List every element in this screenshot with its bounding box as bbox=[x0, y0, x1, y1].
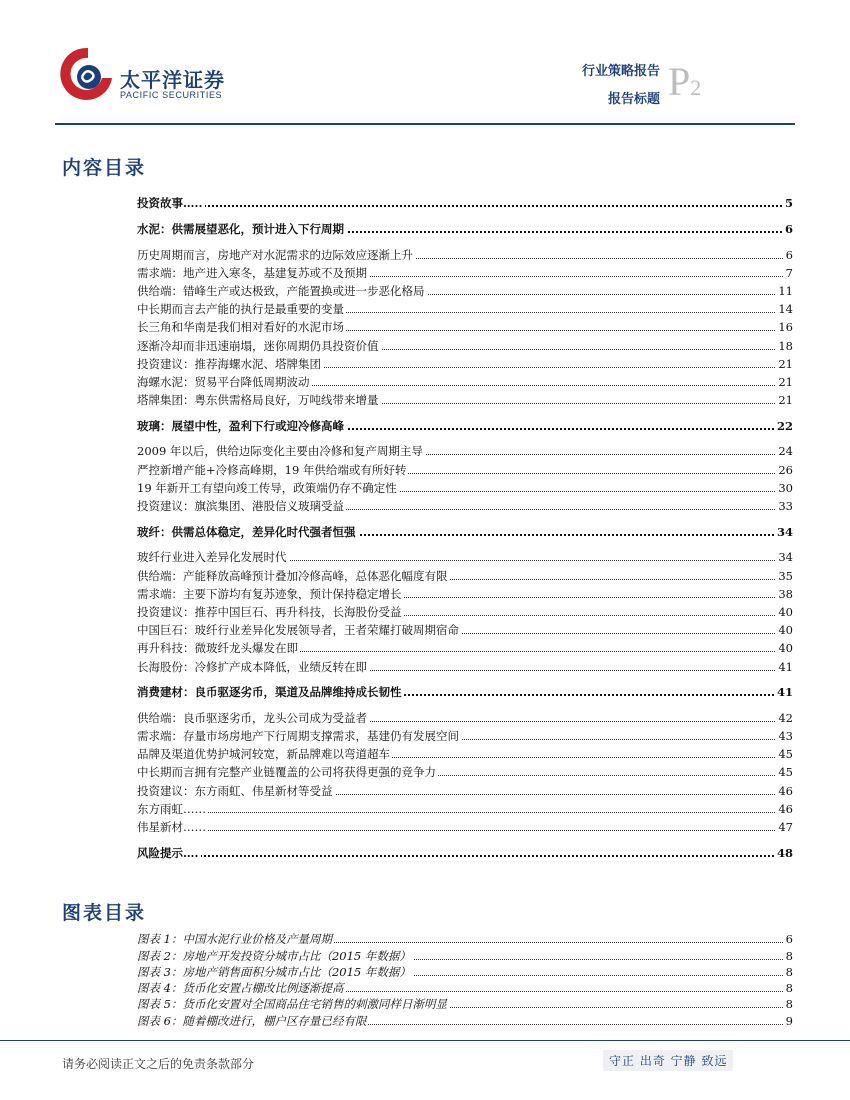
toc-item-title: 长海股份：冷修扩产成本降低，业绩反转在即 bbox=[137, 659, 367, 674]
toc-item-title: 需求端：存量市场房地产下行周期支撑需求，基建仍有发展空间 bbox=[137, 729, 459, 744]
toc-item-title: 玻纤行业进入差异化发展时代 bbox=[137, 550, 287, 565]
toc-section[interactable] bbox=[137, 522, 793, 540]
toc-item[interactable] bbox=[137, 620, 793, 638]
toc-item[interactable] bbox=[137, 602, 793, 620]
toc-item[interactable] bbox=[137, 565, 793, 583]
figure-item[interactable] bbox=[137, 930, 793, 946]
footer-divider bbox=[0, 1040, 850, 1041]
figure-list bbox=[137, 930, 793, 1028]
dot-leader bbox=[137, 855, 793, 857]
toc-item-page: 14 bbox=[778, 302, 793, 317]
toc-item-title: 供给端：错峰生产或达极致，产能置换或进一步恶化格局 bbox=[137, 283, 425, 298]
toc-item-title: 严控新增产能+冷修高峰期，19 年供给端或有所好转 bbox=[137, 462, 407, 477]
toc-item-page: 21 bbox=[778, 374, 793, 389]
figure-item-page: 8 bbox=[785, 997, 793, 1012]
figure-item[interactable] bbox=[137, 946, 793, 962]
toc-section[interactable] bbox=[137, 219, 793, 237]
figure-item-title: 图表 1：中国水泥行业价格及产量周期 bbox=[137, 932, 332, 947]
toc-item-title: 2009 年以后，供给边际变化主要由冷修和复产周期主导 bbox=[137, 444, 423, 459]
page-number bbox=[668, 59, 702, 104]
toc-item[interactable] bbox=[137, 244, 793, 262]
toc-item-page: 21 bbox=[778, 356, 793, 371]
toc-item[interactable] bbox=[137, 584, 793, 602]
toc-item-page: 40 bbox=[778, 641, 793, 656]
toc-section-title: 水泥：供需展望恶化，预计进入下行周期 bbox=[137, 221, 344, 236]
dot-leader bbox=[137, 205, 793, 207]
page-number-digit: 2 bbox=[690, 75, 702, 100]
figure-item-page: 8 bbox=[785, 964, 793, 979]
toc-section[interactable] bbox=[137, 682, 793, 700]
toc-item-page: 45 bbox=[778, 747, 793, 762]
toc-item-title: 历史周期而言，房地产对水泥需求的边际效应逐渐上升 bbox=[137, 247, 413, 262]
report-type: 行业策略报告 bbox=[581, 64, 660, 79]
figure-item-page: 9 bbox=[785, 1013, 793, 1028]
report-title: 报告标题 bbox=[607, 92, 660, 107]
figure-item-title: 图表 4：货币化安置占棚改比例逐渐提高 bbox=[137, 981, 344, 996]
toc-section[interactable] bbox=[137, 843, 793, 861]
toc-item[interactable] bbox=[137, 478, 793, 496]
toc-item-page: 43 bbox=[778, 729, 793, 744]
toc-item-title: 中长期而言拥有完整产业链覆盖的公司将获得更强的竞争力 bbox=[137, 765, 436, 780]
toc-item-page: 45 bbox=[778, 765, 793, 780]
company-logo bbox=[58, 44, 228, 104]
figures-heading: 图表目录 bbox=[62, 902, 147, 924]
page-letter: P bbox=[668, 59, 691, 104]
toc-section-page: 22 bbox=[776, 418, 793, 433]
toc-item[interactable] bbox=[137, 744, 793, 762]
footer-disclaimer: 请务必阅读正文之后的免责条款部分 bbox=[62, 1057, 255, 1071]
toc-section-title: 玻璃：展望中性，盈利下行或迎冷修高峰 bbox=[137, 418, 344, 433]
toc-item-page: 21 bbox=[778, 393, 793, 408]
dot-leader bbox=[137, 830, 793, 831]
figure-item-title: 图表 6：随着棚改进行，棚户区存量已经有限 bbox=[137, 1013, 367, 1028]
toc-item-title: 长三角和华南是我们相对看好的水泥市场 bbox=[137, 320, 344, 335]
toc-item[interactable] bbox=[137, 762, 793, 780]
toc-item[interactable] bbox=[137, 799, 793, 817]
figure-item-title: 图表 2：房地产开发投资分城市占比（2015 年数据） bbox=[137, 948, 411, 963]
toc-item-title: 19 年新开工有望向竣工传导，政策端仍存不确定性 bbox=[137, 480, 397, 495]
toc-item[interactable] bbox=[137, 354, 793, 372]
toc-section-title: 消费建材：良币驱逐劣币，渠道及品牌维持成长韧性 bbox=[137, 685, 402, 700]
toc-item[interactable] bbox=[137, 726, 793, 744]
toc-item[interactable] bbox=[137, 638, 793, 656]
toc-item-title: 东方雨虹…… bbox=[137, 801, 206, 816]
toc-item-page: 33 bbox=[778, 499, 793, 513]
toc-item-page: 35 bbox=[778, 568, 793, 583]
toc-item-page: 38 bbox=[778, 586, 793, 601]
toc-item[interactable] bbox=[137, 263, 793, 281]
toc-item-page: 40 bbox=[778, 623, 793, 638]
toc-item-page: 26 bbox=[778, 462, 793, 477]
figure-item[interactable] bbox=[137, 979, 793, 995]
figure-item-title: 图表 3：房地产销售面积分城市占比（2015 年数据） bbox=[137, 964, 411, 979]
toc-item-page: 24 bbox=[778, 444, 793, 459]
toc-item-page: 47 bbox=[778, 820, 793, 834]
toc-item-title: 投资建议：推荐中国巨石、再升科技，长海股份受益 bbox=[137, 604, 402, 619]
figure-item-page: 6 bbox=[785, 932, 793, 947]
toc-item[interactable] bbox=[137, 656, 793, 674]
toc-item[interactable] bbox=[137, 335, 793, 353]
toc-item-title: 塔牌集团：粤东供需格局良好，万吨线带来增量 bbox=[137, 393, 379, 408]
toc-item-title: 投资建议：推荐海螺水泥、塔牌集团 bbox=[137, 356, 321, 371]
toc-section-page: 41 bbox=[776, 685, 793, 700]
table-of-contents bbox=[137, 193, 793, 861]
toc-item-page: 18 bbox=[778, 338, 793, 353]
figure-item-page: 8 bbox=[785, 981, 793, 996]
toc-item-title: 品牌及渠道优势护城河较宽，新品牌难以弯道超车 bbox=[137, 747, 390, 762]
toc-section-title: 玻纤：供需总体稳定，差异化时代强者恒强 bbox=[137, 524, 356, 539]
figure-item[interactable] bbox=[137, 1011, 793, 1027]
toc-heading: 内容目录 bbox=[62, 157, 147, 179]
toc-section-page: 5 bbox=[784, 196, 793, 211]
toc-item-page: 40 bbox=[778, 604, 793, 619]
footer-motto: 守正 出奇 宁静 致远 bbox=[603, 1050, 733, 1071]
toc-section-page: 34 bbox=[776, 524, 793, 539]
toc-item-page: 11 bbox=[778, 283, 793, 298]
toc-item-page: 7 bbox=[785, 265, 793, 280]
toc-item[interactable] bbox=[137, 496, 793, 514]
toc-item[interactable] bbox=[137, 390, 793, 408]
toc-item[interactable] bbox=[137, 299, 793, 317]
toc-section[interactable] bbox=[137, 193, 793, 211]
toc-item-title: 伟星新材…… bbox=[137, 820, 206, 834]
toc-section-page: 6 bbox=[784, 221, 793, 236]
toc-item[interactable] bbox=[137, 780, 793, 798]
figure-item[interactable] bbox=[137, 995, 793, 1011]
toc-item-title: 投资建议：旗滨集团、港股信义玻璃受益 bbox=[137, 499, 344, 513]
dot-leader bbox=[137, 812, 793, 813]
toc-item-page: 30 bbox=[778, 480, 793, 495]
logo-chinese-name: 太平洋证券 bbox=[120, 68, 225, 92]
toc-item-page: 42 bbox=[778, 710, 793, 725]
pacific-securities-logo-icon bbox=[58, 44, 116, 104]
toc-item-page: 41 bbox=[778, 659, 793, 674]
figure-item-title: 图表 5：货币化安置对全国商品住宅销售的刺激同样日渐明显 bbox=[137, 997, 447, 1012]
toc-section-title: 风险提示…. bbox=[137, 845, 199, 860]
toc-item-title: 需求端：主要下游均有复苏迹象，预计保持稳定增长 bbox=[137, 586, 402, 601]
toc-item-page: 46 bbox=[778, 801, 793, 816]
toc-item-title: 逐渐冷却而非迅速崩塌，迷你周期仍具投资价值 bbox=[137, 338, 379, 353]
toc-item-title: 供给端：产能释放高峰预计叠加冷修高峰，总体恶化幅度有限 bbox=[137, 568, 448, 583]
toc-item-page: 46 bbox=[778, 783, 793, 798]
toc-item-title: 中国巨石：玻纤行业差异化发展领导者，王者荣耀打破周期宿命 bbox=[137, 623, 459, 638]
toc-section-page: 48 bbox=[776, 845, 793, 860]
header-divider bbox=[55, 123, 795, 125]
toc-item[interactable] bbox=[137, 441, 793, 459]
toc-item-page: 6 bbox=[785, 247, 793, 262]
figure-item-page: 8 bbox=[785, 948, 793, 963]
toc-item[interactable] bbox=[137, 317, 793, 335]
toc-item-title: 供给端：良币驱逐劣币，龙头公司成为受益者 bbox=[137, 710, 367, 725]
toc-item-title: 海螺水泥：贸易平台降低周期波动 bbox=[137, 374, 310, 389]
figure-item[interactable] bbox=[137, 963, 793, 979]
toc-item[interactable] bbox=[137, 547, 793, 565]
toc-item[interactable] bbox=[137, 372, 793, 390]
toc-item[interactable] bbox=[137, 708, 793, 726]
toc-item-page: 16 bbox=[778, 320, 793, 335]
toc-section[interactable] bbox=[137, 416, 793, 434]
toc-section-title: 投资故事….. bbox=[137, 196, 203, 211]
toc-item-title: 投资建议：东方雨虹、伟星新材等受益 bbox=[137, 783, 333, 798]
toc-item-page: 34 bbox=[778, 550, 793, 565]
toc-item-title: 中长期而言去产能的执行是最重要的变量 bbox=[137, 302, 344, 317]
toc-item[interactable] bbox=[137, 817, 793, 835]
toc-item-title: 需求端：地产进入寒冬，基建复苏或不及预期 bbox=[137, 265, 367, 280]
logo-english-name: PACIFIC SECURITIES bbox=[120, 90, 223, 100]
toc-item-title: 再升科技：微玻纤龙头爆发在即 bbox=[137, 641, 298, 656]
toc-item[interactable] bbox=[137, 281, 793, 299]
toc-item[interactable] bbox=[137, 459, 793, 477]
